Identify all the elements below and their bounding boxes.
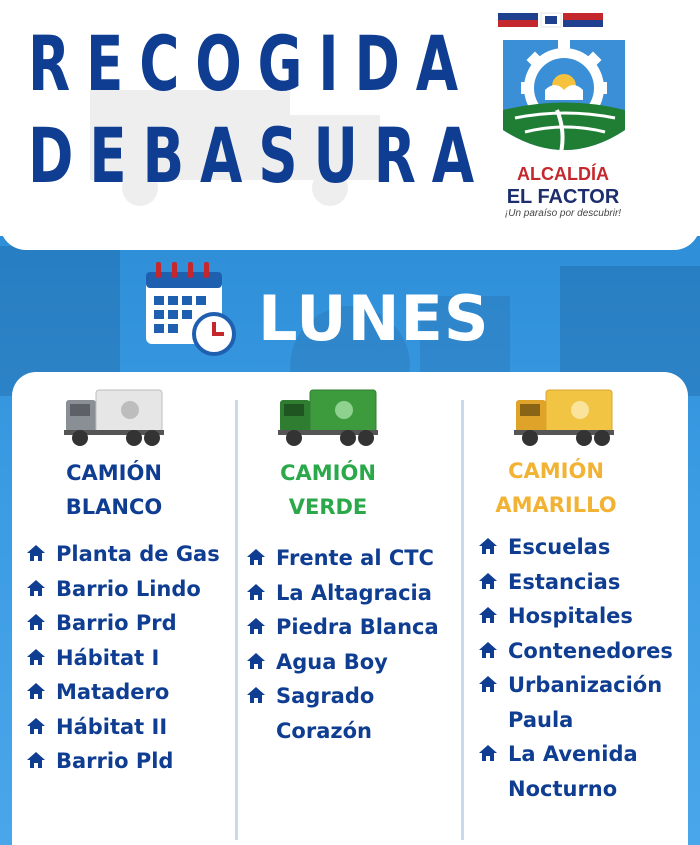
route-list-white — [26, 537, 234, 779]
list-item: Estancias — [478, 565, 693, 600]
list-item: Hábitat I — [26, 641, 234, 676]
home-icon — [246, 582, 266, 602]
home-icon — [246, 616, 266, 636]
logo-name-line1: ALCALDÍA — [517, 164, 609, 184]
home-icon — [26, 681, 46, 701]
column-title-white: CAMIÓN BLANCO — [65, 461, 163, 519]
column-title-green: CAMIÓN VERDE — [280, 461, 376, 519]
logo-name-line2: EL FACTOR — [506, 186, 620, 208]
home-icon — [26, 716, 46, 736]
home-icon — [246, 685, 266, 705]
home-icon — [478, 743, 498, 763]
list-item: Barrio Pld — [26, 744, 234, 779]
list-item: Hábitat II — [26, 710, 234, 745]
yellow-truck-icon — [514, 386, 614, 448]
list-item: Planta de Gas — [26, 537, 234, 572]
list-item: La Avenida Nocturno — [478, 737, 693, 806]
list-item: Hospitales — [478, 599, 693, 634]
list-item: Escuelas — [478, 530, 693, 565]
title-line-1: RECOGIDA — [28, 19, 474, 108]
route-list-green — [246, 541, 461, 748]
list-item: Urbanización Paula — [478, 668, 693, 737]
title-line-2: DEBASURA — [28, 111, 490, 200]
column-divider — [461, 400, 464, 840]
list-item: Contenedores — [478, 634, 693, 669]
column-title-yellow: CAMIÓN AMARILLO — [495, 459, 617, 517]
home-icon — [478, 571, 498, 591]
home-icon — [26, 750, 46, 770]
home-icon — [478, 640, 498, 660]
list-item: Matadero — [26, 675, 234, 710]
green-truck-icon — [278, 386, 378, 448]
list-item: Barrio Lindo — [26, 572, 234, 607]
logo-tagline: ¡Un paraíso por descubrir! — [504, 208, 622, 219]
list-item: La Altagracia — [246, 576, 461, 611]
home-icon — [26, 578, 46, 598]
white-truck-icon — [64, 386, 164, 448]
home-icon — [246, 547, 266, 567]
home-icon — [26, 612, 46, 632]
route-list-yellow — [478, 530, 693, 806]
home-icon — [26, 647, 46, 667]
home-icon — [478, 605, 498, 625]
calendar-icon — [140, 258, 240, 358]
list-item: Barrio Prd — [26, 606, 234, 641]
list-item: Frente al CTC — [246, 541, 461, 576]
day-title: LUNES — [258, 282, 490, 355]
list-item: Piedra Blanca — [246, 610, 461, 645]
header — [0, 0, 700, 250]
list-item: Sagrado Corazón — [246, 679, 461, 748]
home-icon — [478, 674, 498, 694]
home-icon — [246, 651, 266, 671]
home-icon — [26, 543, 46, 563]
home-icon — [478, 536, 498, 556]
list-item: Agua Boy — [246, 645, 461, 680]
